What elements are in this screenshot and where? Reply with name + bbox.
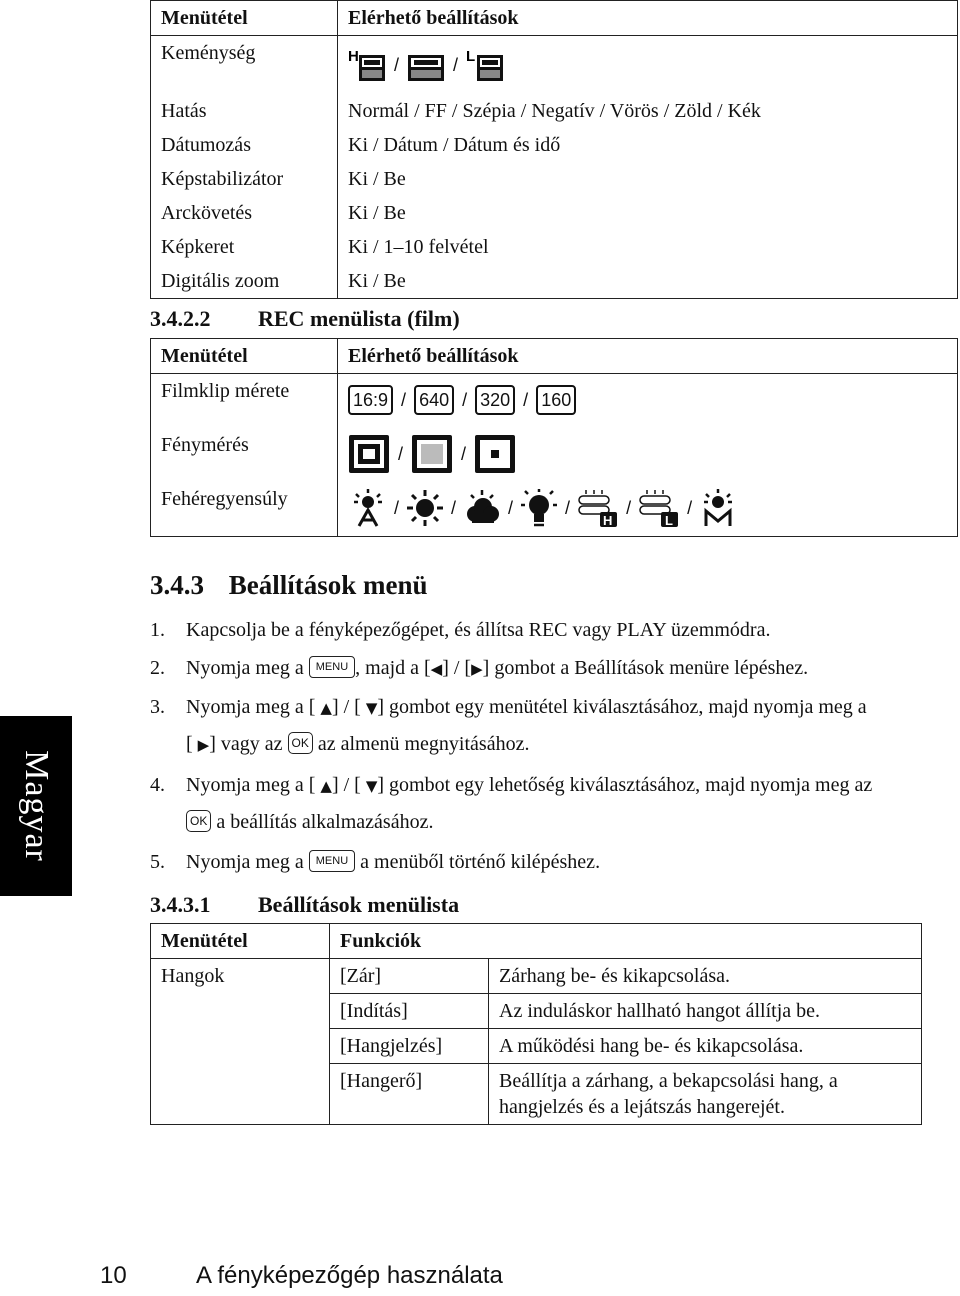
- down-arrow-icon: ▼: [365, 699, 378, 717]
- row-label: Digitális zoom: [151, 264, 338, 299]
- row-label: Filmklip mérete: [151, 374, 338, 429]
- step-fragment: [: [186, 733, 193, 755]
- table-row: [151, 94, 958, 128]
- col-header-menu-item: Menütétel: [151, 339, 338, 374]
- list-item: [150, 689, 960, 763]
- row-label: Keménység: [151, 36, 338, 95]
- table-row: [151, 959, 922, 994]
- step-fragment: ] vagy az: [209, 733, 283, 755]
- row-value: Normál / FF / Szépia / Negatív / Vörös / Zöld / Kék: [338, 94, 958, 128]
- wb-daylight-icon: [405, 488, 445, 528]
- metering-spot-icon: [474, 434, 516, 474]
- step-fragment: , majd a [: [355, 657, 431, 679]
- settings-table-3: [150, 923, 922, 1125]
- list-item: [150, 844, 960, 880]
- row-value: Ki / Be: [338, 264, 958, 299]
- separator: /: [565, 498, 571, 518]
- col-header-empty: [489, 924, 922, 959]
- table-row: [151, 1064, 922, 1125]
- ok-button-icon: OK: [186, 810, 211, 832]
- size-160-icon: 160: [536, 385, 576, 415]
- section-heading: [150, 570, 428, 601]
- separator: /: [687, 498, 693, 518]
- sharpness-low-icon: [466, 48, 504, 82]
- step-number: 2.: [150, 657, 165, 679]
- footer-title: A fényképezőgép használata: [196, 1262, 503, 1289]
- step-fragment: Nyomja meg a [: [186, 696, 316, 718]
- wb-fluorescent-l-icon: [637, 488, 681, 528]
- section-title: REC menülista (film): [258, 306, 460, 331]
- step-number: 4.: [150, 774, 165, 796]
- step-text: Kapcsolja be a fényképezőgépet, és állítsa REC vagy PLAY üzemmódra.: [186, 619, 771, 641]
- separator: /: [394, 498, 400, 518]
- row-label: Dátumozás: [151, 128, 338, 162]
- separator: /: [401, 390, 407, 410]
- step-fragment: a beállítás alkalmazásához.: [216, 811, 434, 833]
- svg-text:L: L: [665, 513, 674, 528]
- function-name: [Hangerő]: [330, 1064, 489, 1125]
- table-row: [151, 994, 922, 1029]
- section-title: Beállítások menü: [228, 570, 428, 600]
- step-fragment: ] gombot a Beállítások menüre lépéshez.: [482, 657, 809, 679]
- row-label-empty: [151, 1064, 330, 1125]
- step-fragment: a menüből történő kilépéshez.: [360, 851, 601, 873]
- separator: /: [523, 390, 529, 410]
- list-item: [150, 650, 960, 687]
- table-row: [151, 36, 958, 95]
- table-header-row: [151, 1, 958, 36]
- sharpness-options: [338, 36, 958, 95]
- row-value: Ki / Be: [338, 196, 958, 230]
- metering-center-icon: [411, 434, 453, 474]
- row-label: Fénymérés: [151, 428, 338, 482]
- function-desc: Zárhang be- és kikapcsolása.: [489, 959, 922, 994]
- table-row: [151, 1029, 922, 1064]
- table-row: [151, 482, 958, 537]
- metering-multi-icon: [348, 434, 390, 474]
- separator: /: [626, 498, 632, 518]
- row-label: Hangok: [151, 959, 330, 994]
- function-desc: Beállítja a zárhang, a bekapcsolási hang, a hangjelzés és a lejátszás hangerejét.: [489, 1064, 922, 1125]
- section-number: 3.4.3.1: [150, 892, 211, 917]
- table-header-row: [151, 339, 958, 374]
- step-fragment: Nyomja meg a: [186, 851, 304, 873]
- separator: /: [461, 444, 467, 464]
- wb-auto-icon: [348, 488, 388, 528]
- step-number: 1.: [150, 619, 165, 641]
- section-number: 3.4.2.2: [150, 306, 211, 331]
- section-number: 3.4.3: [150, 570, 204, 600]
- list-item: [150, 767, 960, 840]
- step-fragment: ] gombot egy menütétel kiválasztásához, majd nyomja meg a: [377, 696, 867, 718]
- wb-manual-icon: [698, 488, 738, 528]
- step-text: [186, 650, 960, 687]
- step-fragment: Nyomja meg a: [186, 657, 304, 679]
- row-label: Képstabilizátor: [151, 162, 338, 196]
- step-fragment: Nyomja meg a [: [186, 774, 316, 796]
- svg-text:H: H: [348, 48, 359, 65]
- row-label: Hatás: [151, 94, 338, 128]
- ok-button-icon: OK: [288, 732, 313, 754]
- step-fragment: az almenü megnyitásához.: [317, 733, 530, 755]
- sharpness-high-icon: [348, 48, 386, 82]
- white-balance-options: [338, 482, 958, 537]
- wb-fluorescent-h-icon: [576, 488, 620, 528]
- row-value: Ki / 1–10 felvétel: [338, 230, 958, 264]
- col-header-options: Elérhető beállítások: [338, 1, 958, 36]
- svg-text:H: H: [603, 513, 613, 528]
- separator: /: [451, 498, 457, 518]
- row-label-empty: [151, 994, 330, 1029]
- step-text: [186, 767, 960, 840]
- left-arrow-icon: ◀: [430, 660, 443, 678]
- row-value: Ki / Be: [338, 162, 958, 196]
- table-row: [151, 264, 958, 299]
- language-tab: [0, 716, 72, 896]
- page-number: 10: [100, 1262, 127, 1289]
- function-desc: A működési hang be- és kikapcsolása.: [489, 1029, 922, 1064]
- language-label: Magyar: [18, 750, 55, 862]
- col-header-menu-item: Menütétel: [151, 1, 338, 36]
- separator: /: [462, 390, 468, 410]
- function-name: [Zár]: [330, 959, 489, 994]
- separator: /: [394, 55, 400, 75]
- step-number: 3.: [150, 696, 165, 718]
- clip-size-options: [338, 374, 958, 429]
- row-label: Arckövetés: [151, 196, 338, 230]
- step-text: [186, 689, 960, 763]
- settings-table-2: [150, 338, 958, 537]
- step-fragment: ] / [: [331, 696, 361, 718]
- function-desc: Az induláskor hallható hangot állítja be.: [489, 994, 922, 1029]
- sharpness-normal-icon: [407, 48, 445, 82]
- list-item: [150, 612, 960, 648]
- table-row: [151, 128, 958, 162]
- metering-options: [338, 428, 958, 482]
- step-fragment: ] gombot egy lehetőség kiválasztásához, majd nyomja meg az: [377, 774, 873, 796]
- table-header-row: [151, 924, 922, 959]
- svg-text:L: L: [466, 48, 476, 65]
- step-fragment: ] / [: [331, 774, 361, 796]
- row-label-empty: [151, 1029, 330, 1064]
- function-name: [Indítás]: [330, 994, 489, 1029]
- step-text: [186, 844, 960, 880]
- table-row: [151, 162, 958, 196]
- settings-table-1: [150, 0, 958, 299]
- menu-button-icon: MENU: [309, 656, 355, 678]
- table-row: [151, 196, 958, 230]
- separator: /: [398, 444, 404, 464]
- right-arrow-icon: ▶: [471, 660, 483, 678]
- col-header-functions: Funkciók: [330, 924, 489, 959]
- row-value: Ki / Dátum / Dátum és idő: [338, 128, 958, 162]
- up-arrow-icon: ▲: [320, 699, 332, 717]
- row-label: Képkeret: [151, 230, 338, 264]
- size-640-icon: 640: [414, 385, 454, 415]
- menu-button-icon: MENU: [309, 850, 355, 872]
- col-header-menu-item: Menütétel: [151, 924, 330, 959]
- size-320-icon: 320: [475, 385, 515, 415]
- wb-tungsten-icon: [519, 488, 559, 528]
- col-header-options: Elérhető beállítások: [338, 339, 958, 374]
- table-row: [151, 230, 958, 264]
- separator: /: [508, 498, 514, 518]
- separator: /: [453, 55, 459, 75]
- table-row: [151, 428, 958, 482]
- wb-cloudy-icon: [462, 488, 502, 528]
- up-arrow-icon: ▲: [320, 777, 332, 795]
- function-name: [Hangjelzés]: [330, 1029, 489, 1064]
- size-16-9-icon: 16:9: [348, 385, 393, 415]
- step-number: 5.: [150, 851, 165, 873]
- right-arrow-icon: ▶: [197, 736, 210, 754]
- down-arrow-icon: ▼: [365, 777, 378, 795]
- steps-list: [150, 612, 960, 880]
- row-label: Fehéregyensúly: [151, 482, 338, 537]
- table-row: [151, 374, 958, 429]
- step-fragment: ] / [: [442, 657, 472, 679]
- section-title: Beállítások menülista: [258, 892, 460, 917]
